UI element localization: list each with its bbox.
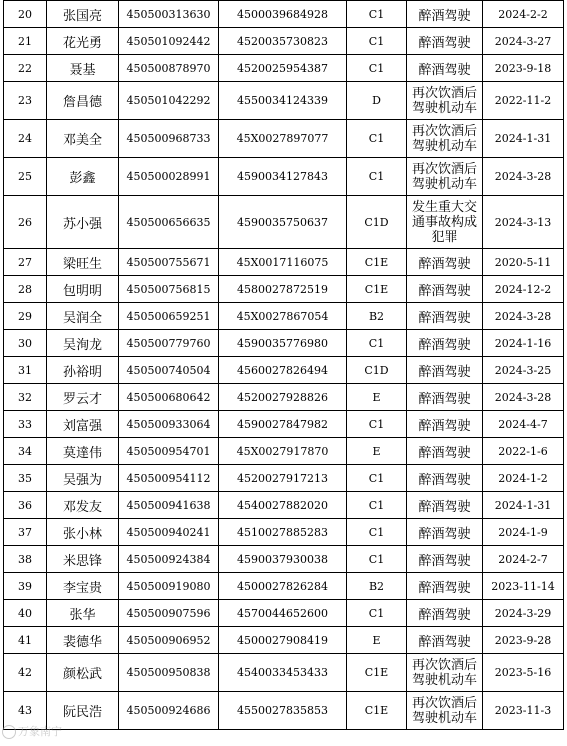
table-row (4, 627, 564, 654)
revocation-date: 2024-4-7 (483, 411, 564, 438)
revocation-date: 2024-3-28 (483, 158, 564, 196)
table-body (4, 1, 564, 730)
row-number: 30 (4, 330, 47, 357)
license-number: 45X0017116075 (219, 249, 347, 276)
driver-name: 吴洵龙 (47, 330, 119, 357)
row-number: 29 (4, 303, 47, 330)
archive-number: 450500954112 (119, 465, 219, 492)
archive-number: 450500779760 (119, 330, 219, 357)
license-number: 4550027835853 (219, 692, 347, 730)
row-number: 40 (4, 600, 47, 627)
revocation-reason: 发生重大交通事故构成犯罪 (407, 196, 483, 249)
driver-name: 吴润全 (47, 303, 119, 330)
driver-name: 颜松武 (47, 654, 119, 692)
revocation-date: 2024-3-28 (483, 303, 564, 330)
license-number: 4520035730823 (219, 28, 347, 55)
row-number: 37 (4, 519, 47, 546)
revocation-reason: 醉酒驾驶 (407, 546, 483, 573)
revocation-date: 2023-11-14 (483, 573, 564, 600)
row-number: 39 (4, 573, 47, 600)
vehicle-class: C1 (347, 600, 407, 627)
revocation-reason: 醉酒驾驶 (407, 28, 483, 55)
revocation-reason: 醉酒驾驶 (407, 573, 483, 600)
driver-name: 聂基 (47, 55, 119, 82)
archive-number: 450500028991 (119, 158, 219, 196)
vehicle-class: C1 (347, 492, 407, 519)
revocation-reason: 再次饮酒后驾驶机动车 (407, 692, 483, 730)
driver-name: 包明明 (47, 276, 119, 303)
revocation-date: 2024-3-28 (483, 384, 564, 411)
table-row (4, 546, 564, 573)
vehicle-class: C1E (347, 249, 407, 276)
revocation-reason: 醉酒驾驶 (407, 55, 483, 82)
vehicle-class: C1 (347, 28, 407, 55)
license-number: 4570044652600 (219, 600, 347, 627)
license-number: 4520025954387 (219, 55, 347, 82)
revocation-date: 2024-3-27 (483, 28, 564, 55)
vehicle-class: B2 (347, 303, 407, 330)
revocation-date: 2022-11-2 (483, 82, 564, 120)
revocation-table (3, 0, 564, 730)
vehicle-class: C1 (347, 465, 407, 492)
table-row (4, 465, 564, 492)
revocation-reason: 醉酒驾驶 (407, 519, 483, 546)
archive-number: 450500933064 (119, 411, 219, 438)
revocation-date: 2024-1-9 (483, 519, 564, 546)
vehicle-class: E (347, 384, 407, 411)
license-number: 4540027882020 (219, 492, 347, 519)
vehicle-class: C1E (347, 692, 407, 730)
revocation-date: 2024-12-2 (483, 276, 564, 303)
row-number: 43 (4, 692, 47, 730)
archive-number: 450500907596 (119, 600, 219, 627)
row-number: 38 (4, 546, 47, 573)
vehicle-class: E (347, 438, 407, 465)
row-number: 25 (4, 158, 47, 196)
table-row (4, 692, 564, 730)
driver-name: 花光勇 (47, 28, 119, 55)
table-row (4, 158, 564, 196)
license-number: 4540033453433 (219, 654, 347, 692)
revocation-date: 2024-3-29 (483, 600, 564, 627)
row-number: 20 (4, 1, 47, 28)
revocation-reason: 醉酒驾驶 (407, 600, 483, 627)
watermark (2, 723, 62, 739)
driver-name: 詹昌德 (47, 82, 119, 120)
revocation-date: 2024-2-7 (483, 546, 564, 573)
driver-name: 张小林 (47, 519, 119, 546)
license-number: 4560027826494 (219, 357, 347, 384)
table-row (4, 411, 564, 438)
vehicle-class: C1E (347, 654, 407, 692)
revocation-reason: 醉酒驾驶 (407, 492, 483, 519)
table-row (4, 120, 564, 158)
revocation-date: 2023-9-28 (483, 627, 564, 654)
license-number: 4510027885283 (219, 519, 347, 546)
license-number: 4580027872519 (219, 276, 347, 303)
revocation-reason: 再次饮酒后驾驶机动车 (407, 654, 483, 692)
revocation-date: 2024-1-2 (483, 465, 564, 492)
archive-number: 450500924384 (119, 546, 219, 573)
license-number: 45X0027867054 (219, 303, 347, 330)
vehicle-class: D (347, 82, 407, 120)
row-number: 21 (4, 28, 47, 55)
archive-number: 450501092442 (119, 28, 219, 55)
archive-number: 450500919080 (119, 573, 219, 600)
table-row (4, 519, 564, 546)
driver-name: 张华 (47, 600, 119, 627)
revocation-date: 2022-1-6 (483, 438, 564, 465)
license-number: 4550034124339 (219, 82, 347, 120)
row-number: 24 (4, 120, 47, 158)
watermark-logo-icon (2, 725, 16, 739)
revocation-date: 2023-9-18 (483, 55, 564, 82)
license-number: 4590035776980 (219, 330, 347, 357)
table-row (4, 654, 564, 692)
revocation-date: 2024-1-31 (483, 492, 564, 519)
archive-number: 450500950838 (119, 654, 219, 692)
driver-name: 邓美全 (47, 120, 119, 158)
row-number: 33 (4, 411, 47, 438)
driver-name: 刘富强 (47, 411, 119, 438)
driver-name: 阮民浩 (47, 692, 119, 730)
archive-number: 450500680642 (119, 384, 219, 411)
vehicle-class: C1 (347, 330, 407, 357)
revocation-reason: 醉酒驾驶 (407, 384, 483, 411)
vehicle-class: C1 (347, 55, 407, 82)
revocation-reason: 醉酒驾驶 (407, 411, 483, 438)
license-number: 45X0027917870 (219, 438, 347, 465)
driver-name: 罗云才 (47, 384, 119, 411)
archive-number: 450500878970 (119, 55, 219, 82)
vehicle-class: B2 (347, 573, 407, 600)
vehicle-class: C1 (347, 1, 407, 28)
table-row (4, 196, 564, 249)
table-row (4, 1, 564, 28)
license-number: 45X0027897077 (219, 120, 347, 158)
revocation-reason: 再次饮酒后驾驶机动车 (407, 158, 483, 196)
row-number: 34 (4, 438, 47, 465)
revocation-date: 2024-3-13 (483, 196, 564, 249)
archive-number: 450500756815 (119, 276, 219, 303)
table-row (4, 438, 564, 465)
revocation-reason: 再次饮酒后驾驶机动车 (407, 82, 483, 120)
revocation-reason: 醉酒驾驶 (407, 1, 483, 28)
driver-name: 李宝贵 (47, 573, 119, 600)
revocation-date: 2023-5-16 (483, 654, 564, 692)
revocation-date: 2024-1-31 (483, 120, 564, 158)
license-number: 4500027908419 (219, 627, 347, 654)
driver-name: 张国亮 (47, 1, 119, 28)
row-number: 42 (4, 654, 47, 692)
driver-name: 米思锋 (47, 546, 119, 573)
driver-name: 邓发友 (47, 492, 119, 519)
row-number: 36 (4, 492, 47, 519)
archive-number: 450500755671 (119, 249, 219, 276)
vehicle-class: C1 (347, 546, 407, 573)
row-number: 35 (4, 465, 47, 492)
vehicle-class: E (347, 627, 407, 654)
table-row (4, 357, 564, 384)
archive-number: 450500659251 (119, 303, 219, 330)
driver-name: 孙裕明 (47, 357, 119, 384)
license-number: 4590035750637 (219, 196, 347, 249)
vehicle-class: C1 (347, 158, 407, 196)
driver-name: 苏小强 (47, 196, 119, 249)
driver-name: 裴德华 (47, 627, 119, 654)
archive-number: 450500968733 (119, 120, 219, 158)
row-number: 23 (4, 82, 47, 120)
row-number: 28 (4, 276, 47, 303)
license-number: 4590027847982 (219, 411, 347, 438)
table-row (4, 82, 564, 120)
license-number: 4520027917213 (219, 465, 347, 492)
revocation-reason: 醉酒驾驶 (407, 330, 483, 357)
table-row (4, 276, 564, 303)
driver-name: 吴强为 (47, 465, 119, 492)
archive-number: 450501042292 (119, 82, 219, 120)
table-row (4, 249, 564, 276)
revocation-reason: 再次饮酒后驾驶机动车 (407, 120, 483, 158)
revocation-reason: 醉酒驾驶 (407, 249, 483, 276)
row-number: 41 (4, 627, 47, 654)
row-number: 31 (4, 357, 47, 384)
license-number: 4500027826284 (219, 573, 347, 600)
revocation-reason: 醉酒驾驶 (407, 438, 483, 465)
archive-number: 450500941638 (119, 492, 219, 519)
vehicle-class: C1 (347, 411, 407, 438)
driver-name: 莫達伟 (47, 438, 119, 465)
table-row (4, 384, 564, 411)
revocation-reason: 醉酒驾驶 (407, 465, 483, 492)
archive-number: 450500954701 (119, 438, 219, 465)
revocation-date: 2023-11-3 (483, 692, 564, 730)
revocation-date: 2024-1-16 (483, 330, 564, 357)
archive-number: 450500940241 (119, 519, 219, 546)
revocation-reason: 醉酒驾驶 (407, 276, 483, 303)
table-row (4, 330, 564, 357)
table-row (4, 492, 564, 519)
driver-name: 彭鑫 (47, 158, 119, 196)
table-row (4, 600, 564, 627)
license-number: 4500039684928 (219, 1, 347, 28)
row-number: 32 (4, 384, 47, 411)
license-number: 4590034127843 (219, 158, 347, 196)
table-row (4, 28, 564, 55)
watermark-text: 万象南宁 (18, 725, 62, 738)
archive-number: 450500313630 (119, 1, 219, 28)
table-row (4, 303, 564, 330)
row-number: 27 (4, 249, 47, 276)
archive-number: 450500656635 (119, 196, 219, 249)
archive-number: 450500924686 (119, 692, 219, 730)
vehicle-class: C1E (347, 276, 407, 303)
license-number: 4520027928826 (219, 384, 347, 411)
license-number: 4590037930038 (219, 546, 347, 573)
vehicle-class: C1D (347, 196, 407, 249)
revocation-date: 2020-5-11 (483, 249, 564, 276)
archive-number: 450500740504 (119, 357, 219, 384)
table-row (4, 55, 564, 82)
archive-number: 450500906952 (119, 627, 219, 654)
revocation-reason: 醉酒驾驶 (407, 627, 483, 654)
vehicle-class: C1D (347, 357, 407, 384)
revocation-date: 2024-3-25 (483, 357, 564, 384)
table-row (4, 573, 564, 600)
row-number: 26 (4, 196, 47, 249)
revocation-reason: 醉酒驾驶 (407, 303, 483, 330)
revocation-date: 2024-2-2 (483, 1, 564, 28)
row-number: 22 (4, 55, 47, 82)
vehicle-class: C1 (347, 519, 407, 546)
driver-name: 梁旺生 (47, 249, 119, 276)
vehicle-class: C1 (347, 120, 407, 158)
revocation-reason: 醉酒驾驶 (407, 357, 483, 384)
